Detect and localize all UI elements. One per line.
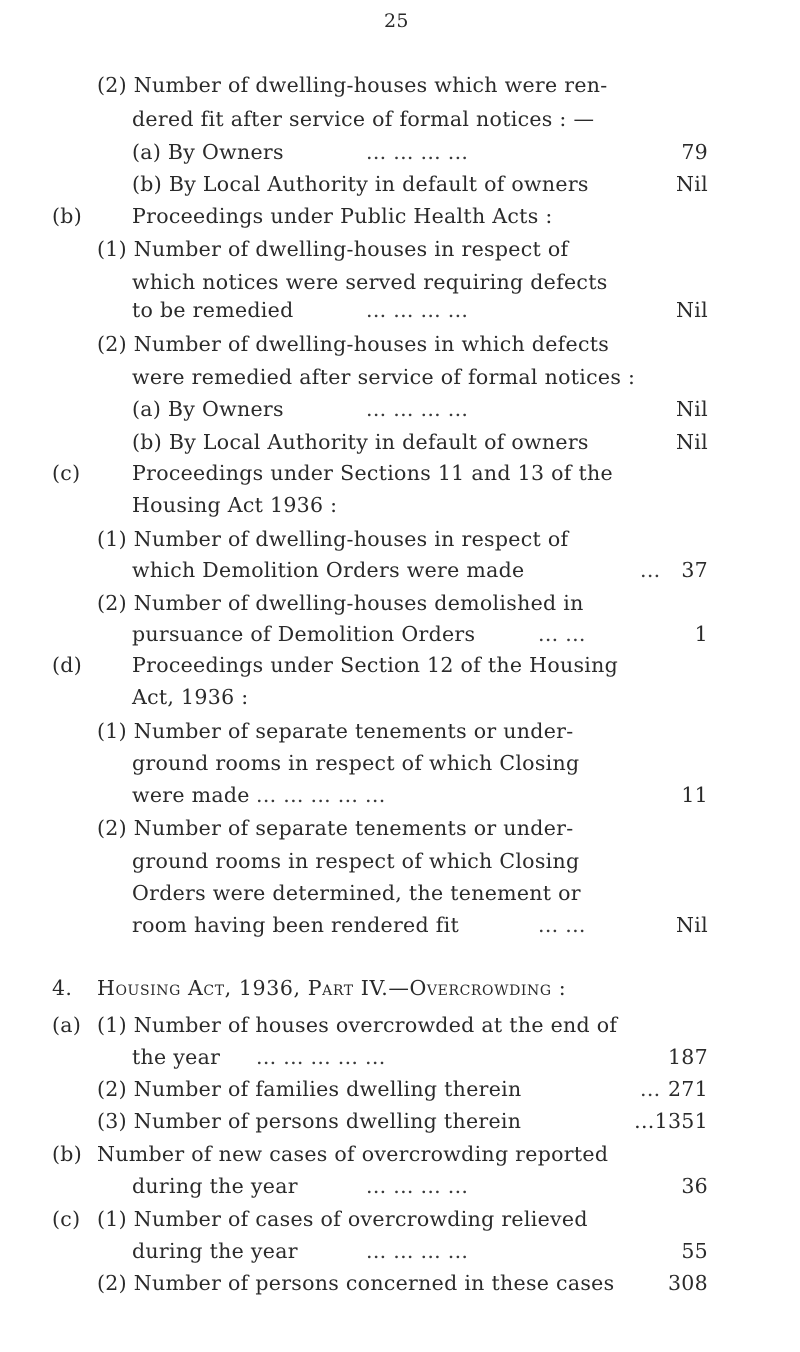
item-text: during the year bbox=[132, 1174, 298, 1198]
leader-dots: ... ... ... ... bbox=[366, 1174, 469, 1198]
item-text: (2) Number of dwelling-houses which were ren- bbox=[97, 73, 608, 97]
item-value: 11 bbox=[681, 783, 708, 807]
leader-dots: ... bbox=[640, 1077, 661, 1101]
item-value: Nil bbox=[676, 913, 708, 937]
section-marker: (a) bbox=[52, 1013, 82, 1037]
section-number: 4. bbox=[52, 976, 73, 1000]
leader-dots: ... ... bbox=[538, 622, 586, 646]
item-label: (2) Number of families dwelling therein bbox=[97, 1077, 522, 1101]
item-text: ground rooms in respect of which Closing bbox=[132, 751, 580, 775]
item-value: Nil bbox=[676, 430, 708, 454]
item-text: (1) Number of separate tenements or under- bbox=[97, 719, 574, 743]
item-text: room having been rendered fit bbox=[132, 913, 459, 937]
leader-dots: ... ... bbox=[538, 913, 586, 937]
leader-dots: ... ... ... ... ... bbox=[256, 1045, 386, 1069]
section-title: Proceedings under Section 12 of the Housing bbox=[132, 653, 619, 677]
item-text: which notices were served requiring defects bbox=[132, 270, 608, 294]
section-title: Proceedings under Sections 11 and 13 of the bbox=[132, 461, 613, 485]
item-value: 1 bbox=[694, 622, 708, 646]
leader-dots: ... ... ... ... ... bbox=[256, 783, 386, 807]
item-value: Nil bbox=[676, 397, 708, 421]
section-marker: (d) bbox=[52, 653, 83, 677]
item-label: (b) By Local Authority in default of owners bbox=[132, 430, 589, 454]
item-text: to be remedied bbox=[132, 298, 294, 322]
item-value: Nil bbox=[676, 172, 708, 196]
item-value: Nil bbox=[676, 298, 708, 322]
item-text: ground rooms in respect of which Closing bbox=[132, 849, 580, 873]
item-text: (2) Number of dwelling-houses in which defects bbox=[97, 332, 610, 356]
item-text: (2) Number of separate tenements or under- bbox=[97, 816, 574, 840]
section-marker: (c) bbox=[52, 461, 81, 485]
item-text: were made bbox=[132, 783, 250, 807]
leader-dots: ... ... ... ... bbox=[366, 1239, 469, 1263]
item-text: which Demolition Orders were made bbox=[132, 558, 525, 582]
item-value: 271 bbox=[667, 1077, 708, 1101]
leader-dots: ... ... ... ... bbox=[366, 397, 469, 421]
item-label: (3) Number of persons dwelling therein bbox=[97, 1109, 522, 1133]
item-text: (1) Number of dwelling-houses in respect of bbox=[97, 237, 569, 261]
item-text: dered fit after service of formal notices : — bbox=[132, 107, 595, 131]
section-marker: (b) bbox=[52, 1142, 83, 1166]
item-text: during the year bbox=[132, 1239, 298, 1263]
item-text: (1) Number of cases of overcrowding relieved bbox=[97, 1207, 588, 1231]
item-text: the year bbox=[132, 1045, 221, 1069]
section-title: Act, 1936 : bbox=[132, 685, 249, 709]
section-title: Proceedings under Public Health Acts : bbox=[132, 204, 553, 228]
item-text: (1) Number of dwelling-houses in respect of bbox=[97, 527, 569, 551]
item-value: 187 bbox=[667, 1045, 708, 1069]
item-label: (2) Number of persons concerned in these cases bbox=[97, 1271, 615, 1295]
item-label: (a) By Owners bbox=[132, 140, 284, 164]
item-value: 36 bbox=[681, 1174, 708, 1198]
item-value: 37 bbox=[681, 558, 708, 582]
section-title: Housing Act 1936 : bbox=[132, 493, 338, 517]
item-text: pursuance of Demolition Orders bbox=[132, 622, 476, 646]
leader-dots: ... ... ... ... bbox=[366, 140, 469, 164]
section-marker: (c) bbox=[52, 1207, 81, 1231]
section-marker: (b) bbox=[52, 204, 83, 228]
item-value: 79 bbox=[681, 140, 708, 164]
item-value: 55 bbox=[681, 1239, 708, 1263]
item-label: (a) By Owners bbox=[132, 397, 284, 421]
item-value: ...1351 bbox=[634, 1109, 708, 1133]
item-value: 308 bbox=[667, 1271, 708, 1295]
item-text: Number of new cases of overcrowding reported bbox=[97, 1142, 609, 1166]
leader-dots: ... bbox=[640, 558, 661, 582]
section-heading: Housing Act, 1936, Part IV.—Overcrowding : bbox=[97, 976, 567, 1000]
item-text: Orders were determined, the tenement or bbox=[132, 881, 581, 905]
item-text: (2) Number of dwelling-houses demolished in bbox=[97, 591, 584, 615]
item-label: (b) By Local Authority in default of owners bbox=[132, 172, 589, 196]
leader-dots: ... ... ... ... bbox=[366, 298, 469, 322]
page-number: 25 bbox=[384, 10, 409, 32]
item-text: (1) Number of houses overcrowded at the end of bbox=[97, 1013, 618, 1037]
item-text: were remedied after service of formal notices : bbox=[132, 365, 636, 389]
